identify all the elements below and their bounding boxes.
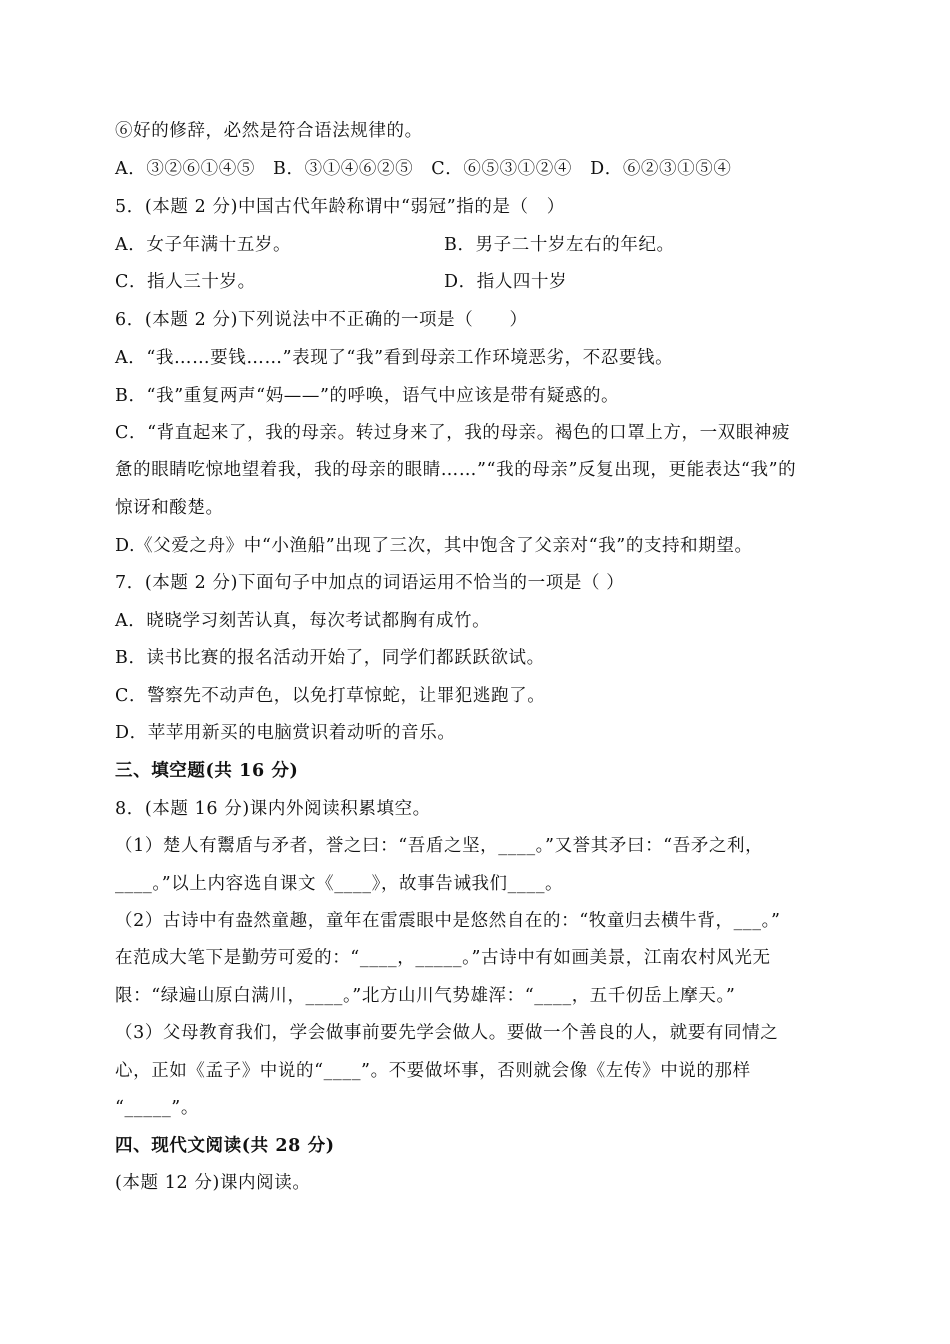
- question-6-option-c-line-2: 惫的眼睛吃惊地望着我，我的母亲的眼睛……”“我的母亲”反复出现，更能表达“我”的: [115, 460, 797, 480]
- question-7-option-c: C．警察先不动声色，以免打草惊蛇，让罪犯逃跑了。: [115, 686, 546, 706]
- section-3-heading: 三、填空题(共 16 分): [115, 761, 299, 781]
- question-4-options: A．③②⑥①④⑤ B．③①④⑥②⑤ C．⑥⑤③①②④ D．⑥②③①⑤④: [115, 159, 732, 179]
- question-6-option-b: B．“我”重复两声“妈——”的呼唤，语气中应该是带有疑惑的。: [115, 386, 620, 406]
- question-5-options-row-2: [115, 270, 845, 294]
- question-5-option-b: B．男子二十岁左右的年纪。: [444, 235, 675, 255]
- section-4-heading: 四、现代文阅读(共 28 分): [115, 1136, 335, 1156]
- question-8-part-3-line-1: （3）父母教育我们，学会做事前要先学会做人。要做一个善良的人，就要有同情之: [115, 1023, 779, 1043]
- question-5-option-d: D．指人四十岁: [444, 272, 568, 292]
- question-8-part-2-line-1: （2）古诗中有盎然童趣，童年在雷震眼中是悠然自在的：“牧童归去横牛背，___。”: [115, 911, 781, 931]
- question-8-part-3-line-2: 心，正如《孟子》中说的“____”。不要做坏事，否则就会像《左传》中说的那样: [115, 1061, 751, 1081]
- question-8-part-1-line-2: ____。”以上内容选自课文《____》，故事告诫我们____。: [115, 874, 564, 894]
- question-8-part-2-line-2: 在范成大笔下是勤劳可爱的：“____，_____。”古诗中有如画美景，江南农村风光无: [115, 948, 771, 968]
- question-8-part-1-line-1: （1）楚人有鬻盾与矛者，誉之曰：“吾盾之坚，____。”又誉其矛曰：“吾矛之利，: [115, 836, 764, 856]
- question-5-option-a: A．女子年满十五岁。: [115, 235, 292, 255]
- question-7-option-d: D．苹苹用新买的电脑赏识着动听的音乐。: [115, 723, 456, 743]
- question-4-statement-6: ⑥好的修辞，必然是符合语法规律的。: [115, 121, 423, 141]
- question-6-option-c-line-3: 惊讶和酸楚。: [115, 498, 224, 518]
- question-7-stem: 7．(本题 2 分)下面句子中加点的词语运用不恰当的一项是（ ）: [115, 573, 625, 593]
- question-5-options-row-1: [115, 233, 845, 257]
- question-5-stem: 5．(本题 2 分)中国古代年龄称谓中“弱冠”指的是（ ）: [115, 197, 565, 217]
- question-8-part-3-line-3: “_____”。: [115, 1098, 199, 1118]
- question-8-stem: 8．(本题 16 分)课内外阅读积累填空。: [115, 799, 431, 819]
- question-7-option-a: A．晓晓学习刻苦认真，每次考试都胸有成竹。: [115, 611, 491, 631]
- question-6-option-c-line-1: C．“背直起来了，我的母亲。转过身来了，我的母亲。褐色的口罩上方，一双眼神疲: [115, 423, 791, 443]
- question-7-option-b: B．读书比赛的报名活动开始了，同学们都跃跃欲试。: [115, 648, 545, 668]
- reading-passage-intro: (本题 12 分)课内阅读。: [115, 1173, 311, 1193]
- question-6-option-d: D.《父爱之舟》中“小渔船”出现了三次，其中饱含了父亲对“我”的支持和期望。: [115, 536, 753, 556]
- question-8-part-2-line-3: 限：“绿遍山原白满川，____。”北方山川气势雄浑：“____，五千仞岳上摩天。”: [115, 986, 736, 1006]
- question-6-option-a: A．“我……要钱……”表现了“我”看到母亲工作环境恶劣，不忍要钱。: [115, 348, 674, 368]
- question-6-stem: 6．(本题 2 分)下列说法中不正确的一项是（ ）: [115, 310, 528, 330]
- question-5-option-c: C．指人三十岁。: [115, 272, 256, 292]
